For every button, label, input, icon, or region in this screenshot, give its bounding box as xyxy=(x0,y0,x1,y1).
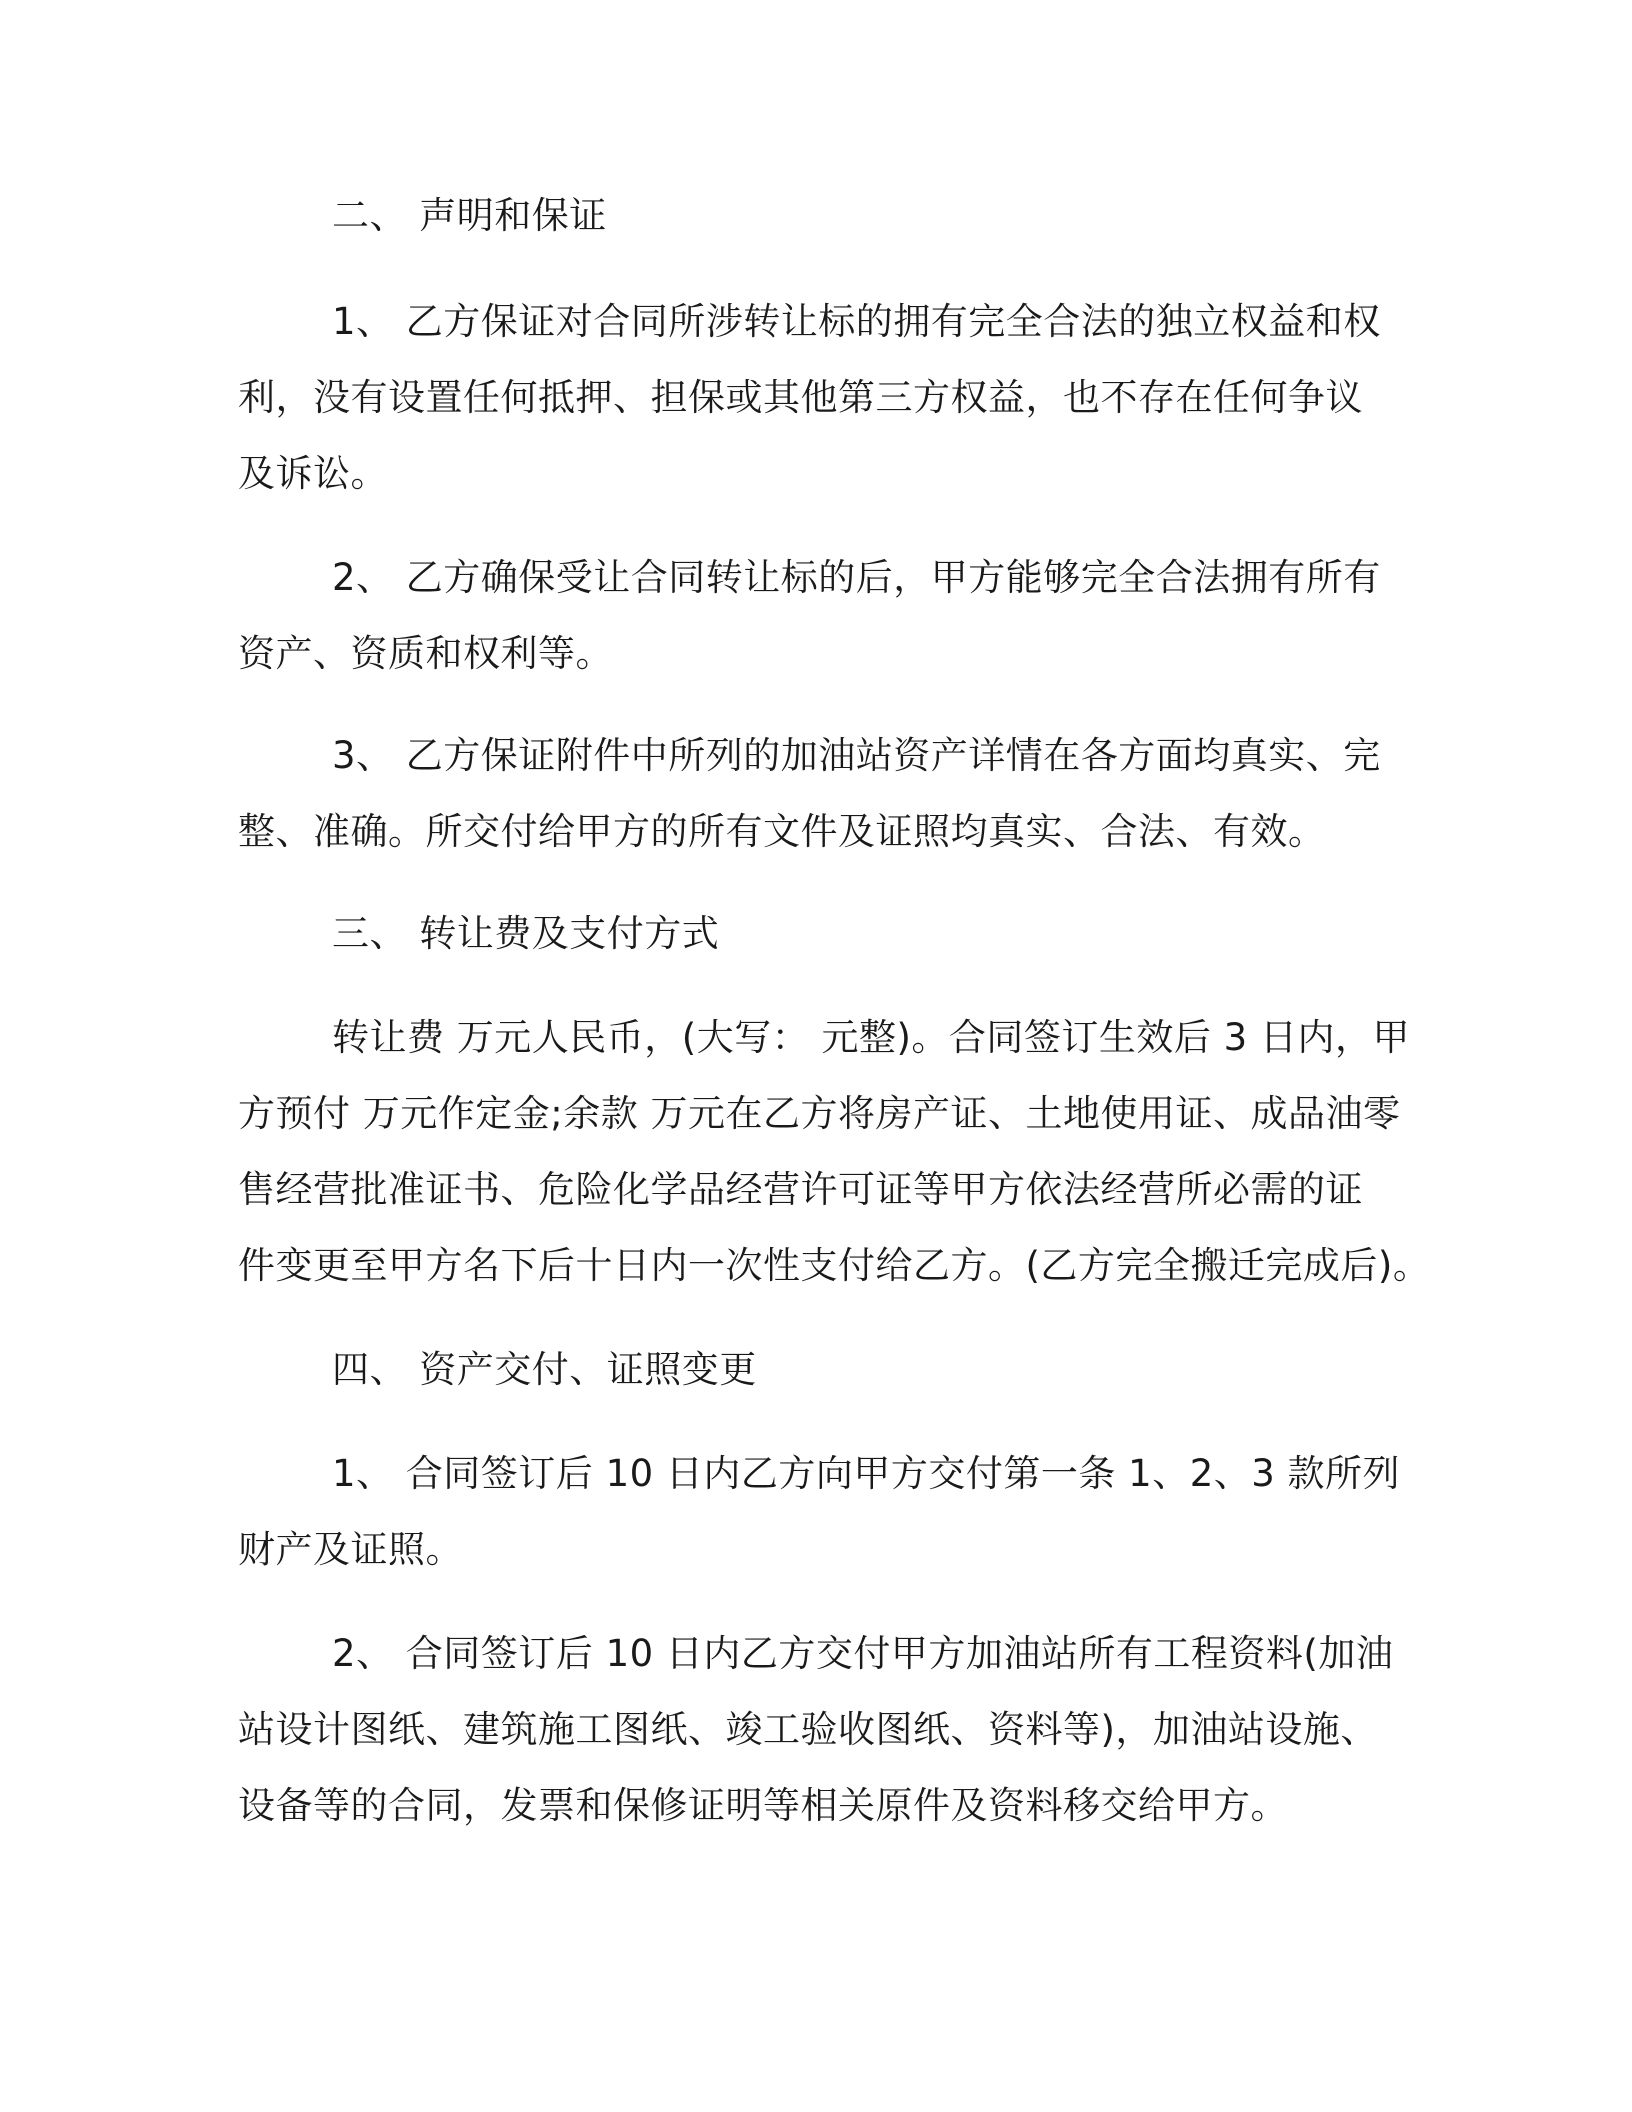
paragraph-line: 售经营批准证书、危险化学品经营许可证等甲方依法经营所必需的证 xyxy=(238,1168,1363,1211)
paragraph-line: 及诉讼。 xyxy=(238,452,388,495)
section-heading-3: 三、 转让费及支付方式 xyxy=(332,912,720,955)
paragraph-line: 3、 乙方保证附件中所列的加油站资产详情在各方面均真实、完 xyxy=(332,734,1381,777)
section-heading-2: 二、 声明和保证 xyxy=(332,194,607,237)
paragraph-line: 站设计图纸、建筑施工图纸、竣工验收图纸、资料等)，加油站设施、 xyxy=(238,1708,1378,1751)
paragraph-line: 转让费 万元人民币，(大写： 元整)。合同签订生效后 3 日内，甲 xyxy=(332,1016,1410,1059)
paragraph-line: 2、 合同签订后 10 日内乙方交付甲方加油站所有工程资料(加油 xyxy=(332,1632,1394,1675)
section-heading-4: 四、 资产交付、证照变更 xyxy=(332,1348,757,1391)
paragraph-line: 利，没有设置任何抵押、担保或其他第三方权益，也不存在任何争议 xyxy=(238,376,1363,419)
paragraph-line: 财产及证照。 xyxy=(238,1528,463,1571)
paragraph-line: 1、 合同签订后 10 日内乙方向甲方交付第一条 1、2、3 款所列 xyxy=(332,1452,1401,1495)
paragraph-line: 方预付 万元作定金;余款 万元在乙方将房产证、土地使用证、成品油零 xyxy=(238,1092,1401,1135)
paragraph-line: 整、准确。所交付给甲方的所有文件及证照均真实、合法、有效。 xyxy=(238,810,1326,853)
paragraph-line: 2、 乙方确保受让合同转让标的后，甲方能够完全合法拥有所有 xyxy=(332,556,1381,599)
paragraph-line: 资产、资质和权利等。 xyxy=(238,632,613,675)
paragraph-line: 设备等的合同，发票和保修证明等相关原件及资料移交给甲方。 xyxy=(238,1784,1288,1827)
paragraph-line: 件变更至甲方名下后十日内一次性支付给乙方。(乙方完全搬迁完成后)。 xyxy=(238,1244,1431,1287)
paragraph-line: 1、 乙方保证对合同所涉转让标的拥有完全合法的独立权益和权 xyxy=(332,300,1381,343)
